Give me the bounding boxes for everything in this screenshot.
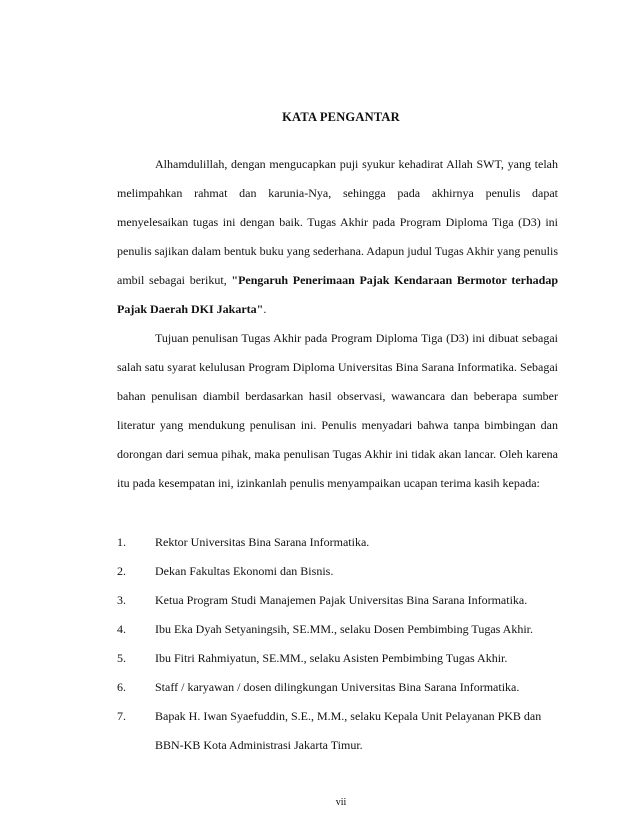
paragraph-intro — [117, 150, 558, 324]
list-item-number: 4. — [117, 622, 126, 636]
list-item-number: 7. — [117, 709, 126, 723]
list-item-text: Ibu Fitri Rahmiyatun, SE.MM., selaku Asisten Pembimbing Tugas Akhir. — [155, 651, 508, 665]
list-item-text: Rektor Universitas Bina Sarana Informatika. — [155, 535, 370, 549]
paragraph-intro-text — [117, 150, 558, 324]
list-item — [117, 673, 558, 702]
page-number: vii — [335, 797, 347, 808]
list-item-text: Dekan Fakultas Ekonomi dan Bisnis. — [155, 564, 334, 578]
paragraph-purpose — [117, 324, 558, 498]
list-item — [117, 586, 558, 615]
list-item — [117, 702, 558, 760]
list-item-text: Staff / karyawan / dosen dilingkungan Universitas Bina Sarana Informatika. — [155, 680, 520, 694]
thesis-title: "Pengaruh Penerimaan Pajak Kendaraan Bermotor terhadap Pajak Daerah DKI Jakarta" — [117, 273, 558, 316]
list-item-text: Ibu Eka Dyah Setyaningsih, SE.MM., selaku Dosen Pembimbing Tugas Akhir. — [155, 622, 533, 636]
list-item-number: 6. — [117, 680, 126, 694]
list-item-number: 5. — [117, 651, 126, 665]
intro-text-before: Alhamdulillah, dengan mengucapkan puji syukur kehadirat Allah SWT, yang telah melimpahkan rahmat dan karunia-Nya, sehingga pada akhirnya penulis dapat menyelesaikan tugas ini dengan baik. Tugas Akhir pada Program Diploma Tiga (D3) ini penulis sajikan dalam bentuk buku yang sederhana. Adapun judul Tugas Akhir yang penulis ambil sebagai berikut, — [117, 157, 558, 287]
list-item-number: 2. — [117, 564, 126, 578]
list-item — [117, 528, 558, 557]
list-item — [117, 557, 558, 586]
list-item-text: Bapak H. Iwan Syaefuddin, S.E., M.M., selaku Kepala Unit Pelayanan PKB dan BBN-KB Kota Administrasi Jakarta Timur. — [155, 709, 542, 752]
paragraph-purpose-text: Tujuan penulisan Tugas Akhir pada Program Diploma Tiga (D3) ini dibuat sebagai salah satu syarat kelulusan Program Diploma Universitas Bina Sarana Informatika. Sebagai bahan penulisan diambil berdasarkan hasil observasi, wawancara dan beberapa sumber literatur yang mendukung penulisan ini. Penulis menyadari bahwa tanpa bimbingan dan dorongan dari semua pihak, maka penulisan Tugas Akhir ini tidak akan lancar. Oleh karena itu pada kesempatan ini, izinkanlah penulis menyampaikan ucapan terima kasih kepada: — [117, 331, 558, 490]
acknowledgement-list — [117, 528, 558, 760]
list-item — [117, 644, 558, 673]
page-title: KATA PENGANTAR — [282, 110, 400, 124]
intro-text-after: . — [263, 302, 267, 316]
list-item — [117, 615, 558, 644]
list-item-number: 3. — [117, 593, 126, 607]
list-item-number: 1. — [117, 535, 126, 549]
list-item-text: Ketua Program Studi Manajemen Pajak Universitas Bina Sarana Informatika. — [155, 593, 528, 607]
